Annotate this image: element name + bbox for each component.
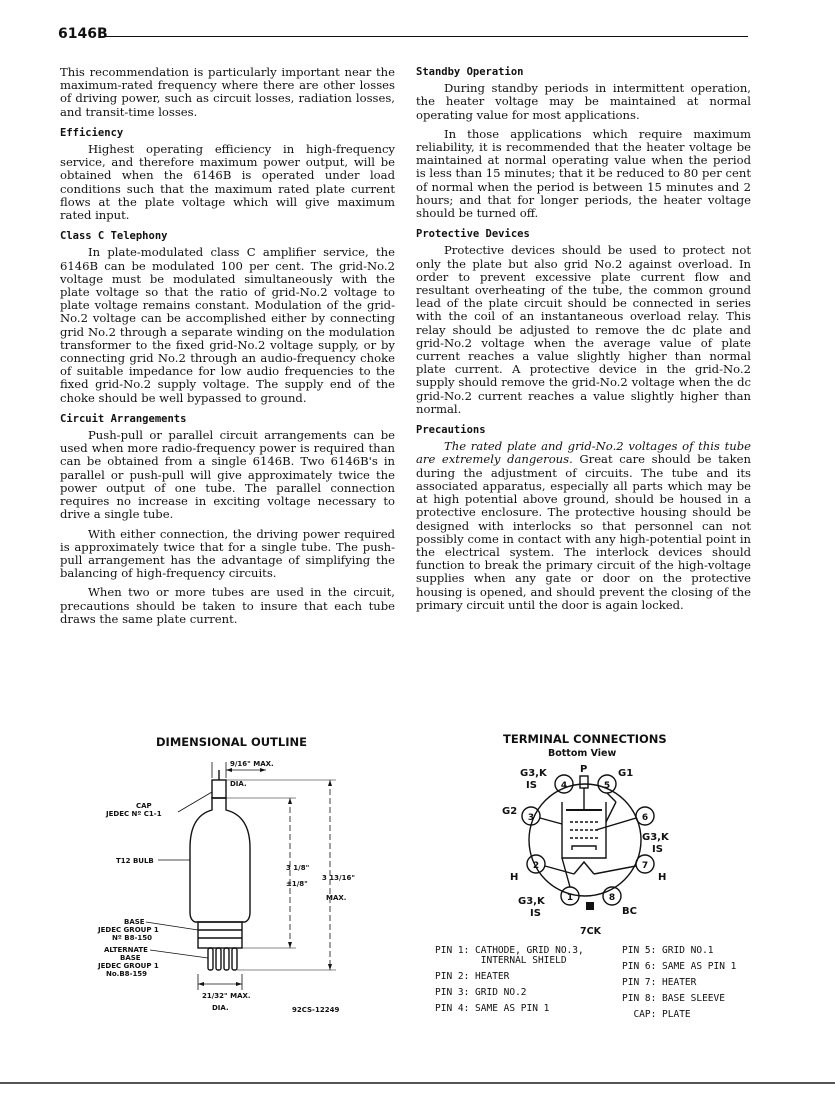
cap-dia-suffix: DIA.	[230, 780, 247, 788]
label-is-bottom: IS	[530, 908, 541, 919]
pin-list-item: PIN 6: SAME AS PIN 1	[622, 961, 737, 972]
terminal-connections-subtitle: Bottom View	[548, 748, 617, 759]
protective-heading: Protective Devices	[416, 228, 530, 241]
label-base-sleeve: BC	[622, 906, 637, 917]
label-g3k-top: G3,K	[520, 768, 547, 779]
label-g3k-right: G3,K	[642, 832, 669, 843]
label-plate: P	[580, 764, 588, 775]
base-number-label: Nº B8-150	[112, 934, 152, 942]
pin-1: 1	[566, 893, 574, 903]
pin-3: 3	[527, 813, 535, 823]
left-column	[60, 66, 395, 632]
alternate-base-label: BASE	[120, 954, 141, 962]
pin-6: 6	[641, 813, 649, 823]
pin-7: 7	[641, 861, 649, 871]
alternate-number-label: No.B8-159	[106, 970, 148, 978]
precautions-text: Great care should be taken during the adjustment of circuits. The tube and its associated apparatus, especially all parts which may be at high potential above ground, should be housed in a protective enclosure. The protective housing should be designed with interlocks so that personnel can not possibly come in contact with any high-potential point in the electrical system. The interlock devices should function to break the primary circuit of the high-voltage supplies when any gate or door on the protective housing is opened, and should prevent the closing of the primary circuit until the door is again locked.	[416, 452, 752, 612]
page-id: 6146B	[58, 26, 108, 42]
precautions-warning: The rated plate and grid-No.2 voltages of this tube are extremely dangerous.	[416, 439, 751, 467]
cap-dia-label: 9/16" MAX.	[230, 760, 274, 768]
label-heater-right: H	[658, 872, 667, 883]
intro-paragraph: This recommendation is particularly important near the maximum-rated frequency where there are other losses of driving power, such as circuit losses, radiation losses, and transit-time losses.	[60, 65, 395, 119]
pin-list-item: CAP: PLATE	[622, 1009, 691, 1020]
alternate-jedec-label: JEDEC GROUP 1	[98, 962, 159, 970]
precautions-heading: Precautions	[416, 424, 486, 437]
label-heater-left: H	[510, 872, 519, 883]
label-is-top: IS	[526, 780, 537, 791]
standby-heading: Standby Operation	[416, 66, 524, 78]
page-header	[58, 24, 748, 44]
circuit-heading: Circuit Arrangements	[60, 412, 187, 425]
pin-5: 5	[603, 781, 611, 791]
height-label: 3 1/8"	[286, 864, 310, 872]
pin-list-item: PIN 2: HEATER	[435, 971, 510, 982]
label-is-right: IS	[652, 844, 663, 855]
circuit-paragraph-2: With either connection, the driving power required is approximately twice that for a single tube. The push-pull arrangement has the advantage of simplifying the balancing of high-frequency circuits.	[60, 526, 395, 581]
pin-list-item: PIN 5: GRID NO.1	[622, 945, 714, 956]
base-label: BASE	[124, 918, 145, 926]
label-g2: G2	[502, 806, 518, 817]
pin-list-item: PIN 1: CATHODE, GRID NO.3,	[435, 945, 584, 956]
pin-list-item: PIN 7: HEATER	[622, 977, 697, 988]
pin-list-item: PIN 4: SAME AS PIN 1	[435, 1003, 550, 1014]
telephony-paragraph: In plate-modulated class C amplifier service, the 6146B can be modulated 100 per cent. The grid-No.2 voltage must be modulated simultaneously with the plate voltage so that the ratio of grid-No.2 voltage to plate voltage remains constant. Modulation of the grid-No.2 voltage can be accomplished either by connecting grid No.2 through a separate winding on the modulation transformer to the fixed grid-No.2 voltage supply, or by connecting grid No.2 through an audio-frequency choke of suitable impedance for low audio frequencies to the fixed grid-No.2 supply voltage. The supply end of the choke should be well bypassed to ground.	[60, 245, 395, 405]
cap-jedec-label: JEDEC Nº C1-1	[106, 810, 162, 818]
precautions-paragraph	[416, 440, 751, 612]
overall-height-suffix: MAX.	[326, 894, 347, 902]
circuit-paragraph-1: Push-pull or parallel circuit arrangements can be used when more radio-frequency power is required than can be obtained from a single 6146B. Two 6146B's in parallel or push-pull will give approximately twice the power output of one tube. The parallel connection requires no increase in exciting voltage necessary to drive a single tube.	[60, 428, 395, 522]
protective-paragraph: Protective devices should be used to protect not only the plate but also grid No.2 against overload. In order to prevent excessive plate current flow and resultant overheating of the tube, the common ground lead of the plate circuit should be connected in series with the coil of an instantaneous overload relay. This relay should be adjusted to remove the dc plate and grid-No.2 voltage when the average value of plate current reaches a value slightly higher than normal plate current. A protective device in the grid-No.2 supply should remove the grid-No.2 voltage when the dc grid-No.2 current reaches a value slightly higher than normal.	[416, 243, 751, 416]
terminal-connections-title: TERMINAL CONNECTIONS	[503, 732, 667, 746]
cap-shape	[212, 780, 226, 798]
bulb-label: T12 BULB	[116, 857, 154, 865]
dimensional-outline-drawing	[90, 752, 390, 1022]
overall-height-label: 3 13/16"	[322, 874, 355, 882]
base-shape	[198, 922, 242, 948]
standby-paragraph: During standby periods in intermittent operation, the heater voltage may be maintained at normal operating value for most applications.	[416, 81, 751, 122]
basing-code: 7CK	[580, 926, 601, 937]
page-bottom-edge	[0, 1082, 835, 1084]
base-dia-suffix: DIA.	[212, 1004, 229, 1012]
label-g1: G1	[618, 768, 634, 779]
alternate-label: ALTERNATE	[104, 946, 148, 954]
pin-list-item: INTERNAL SHIELD	[435, 955, 567, 966]
tube-base-circle	[529, 784, 641, 896]
figure-code: 92CS-12249	[292, 1006, 340, 1014]
base-dia-label: 21/32" MAX.	[202, 992, 251, 1000]
reliability-paragraph: In those applications which require maximum reliability, it is recommended that the heater voltage be maintained at normal operating value when the period is less than 15 minutes; that it be reduced to 80 per cent of normal when the period is between 15 minutes and 2 hours; and that for longer periods, the heater voltage should be turned off.	[416, 126, 751, 221]
circuit-paragraph-3: When two or more tubes are used in the circuit, precautions should be taken to insure that each tube draws the same plate current.	[60, 585, 395, 626]
terminal-diagram	[500, 762, 700, 942]
pin-4: 4	[560, 781, 568, 791]
dimensional-outline-title: DIMENSIONAL OUTLINE	[156, 735, 307, 749]
efficiency-paragraph: Highest operating efficiency in high-frequency service, and therefore maximum power output, will be obtained when the 6146B is operated under load conditions such that the maximum rated plate current flows at the plate voltage which will give maximum rated input.	[60, 142, 395, 223]
pin-list-right	[622, 944, 736, 1022]
pin-list-item: PIN 8: BASE SLEEVE	[622, 993, 725, 1004]
base-jedec-label: JEDEC GROUP 1	[98, 926, 159, 934]
pin-list-item: PIN 3: GRID NO.2	[435, 987, 527, 998]
header-rule	[102, 36, 748, 37]
pin-2: 2	[532, 861, 540, 871]
label-g3k-bottom: G3,K	[518, 896, 545, 907]
pin-8: 8	[608, 893, 616, 903]
key-mark	[586, 902, 594, 910]
bulb-shape	[190, 798, 250, 922]
efficiency-heading: Efficiency	[60, 126, 124, 139]
height-tolerance-label: ±1/8"	[286, 880, 308, 888]
cap-label: CAP	[136, 802, 152, 810]
pin-list-left	[435, 944, 584, 1016]
right-column	[416, 66, 751, 618]
telephony-heading: Class C Telephony	[60, 230, 168, 243]
